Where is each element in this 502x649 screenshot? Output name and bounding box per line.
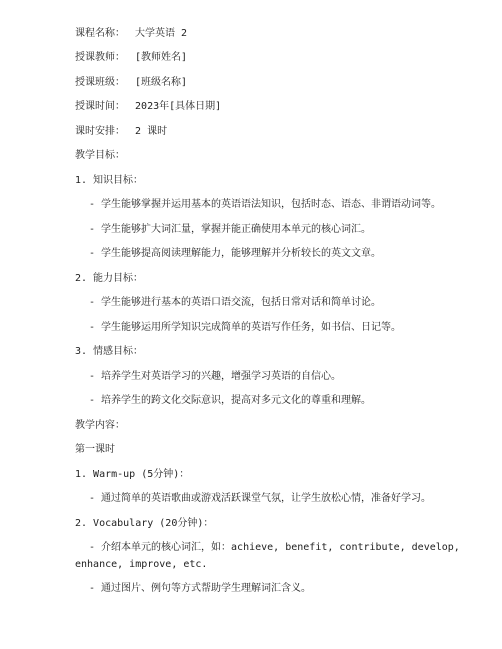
objective-emotion-point: - 培养学生对英语学习的兴趣，增强学习英语的自信心。 bbox=[89, 371, 342, 382]
teacher-value: [教师姓名] bbox=[135, 52, 188, 63]
time-value: 2023年[具体日期] bbox=[135, 101, 222, 112]
time-label: 授课时间： bbox=[75, 101, 125, 112]
course-name-row bbox=[75, 27, 187, 41]
hours-row bbox=[75, 125, 167, 139]
step-warmup-point: - 通过简单的英语歌曲或游戏活跃课堂气氛，让学生放松心情，准备好学习。 bbox=[89, 493, 432, 504]
objective-knowledge-point: - 学生能够掌握并运用基本的英语语法知识，包括时态、语态、非谓语动词等。 bbox=[89, 199, 442, 210]
step-vocabulary-point: - 通过图片、例句等方式帮助学生理解词汇含义。 bbox=[89, 583, 312, 594]
objectives-heading: 教学目标： bbox=[75, 150, 125, 161]
objective-emotion-title: 3. 情感目标： bbox=[75, 346, 144, 357]
objective-knowledge-point: - 学生能够提高阅读理解能力，能够理解并分析较长的英文文章。 bbox=[89, 248, 382, 259]
lesson-title: 第一课时 bbox=[75, 444, 115, 455]
hours-value: 2 课时 bbox=[135, 126, 168, 137]
content-heading: 教学内容： bbox=[75, 420, 125, 431]
class-row bbox=[75, 76, 187, 90]
teacher-row bbox=[75, 51, 187, 65]
hours-label: 课时安排： bbox=[75, 126, 125, 137]
teacher-label: 授课教师： bbox=[75, 52, 125, 63]
time-row bbox=[75, 100, 221, 114]
course-name-value: 大学英语 2 bbox=[135, 28, 188, 39]
objective-knowledge-point: - 学生能够扩大词汇量，掌握并能正确使用本单元的核心词汇。 bbox=[89, 224, 372, 235]
objective-knowledge-title: 1. 知识目标： bbox=[75, 175, 144, 186]
course-name-label: 课程名称： bbox=[75, 28, 125, 39]
class-value: [班级名称] bbox=[135, 77, 188, 88]
objective-ability-title: 2. 能力目标： bbox=[75, 273, 144, 284]
step-warmup-title: 1. Warm-up (5分钟)： bbox=[75, 469, 190, 480]
objective-ability-point: - 学生能够运用所学知识完成简单的英语写作任务，如书信、日记等。 bbox=[89, 322, 402, 333]
objective-emotion-point: - 培养学生的跨文化交际意识，提高对多元文化的尊重和理解。 bbox=[89, 395, 372, 406]
step-vocabulary-point: - 介绍本单元的核心词汇，如：achieve, benefit, contribute, develop, bbox=[89, 542, 460, 553]
class-label: 授课班级： bbox=[75, 77, 125, 88]
objective-ability-point: - 学生能够进行基本的英语口语交流，包括日常对话和简单讨论。 bbox=[89, 297, 382, 308]
step-vocabulary-title: 2. Vocabulary (20分钟)： bbox=[75, 518, 214, 529]
step-vocabulary-point-continued: enhance, improve, etc. bbox=[75, 559, 208, 570]
